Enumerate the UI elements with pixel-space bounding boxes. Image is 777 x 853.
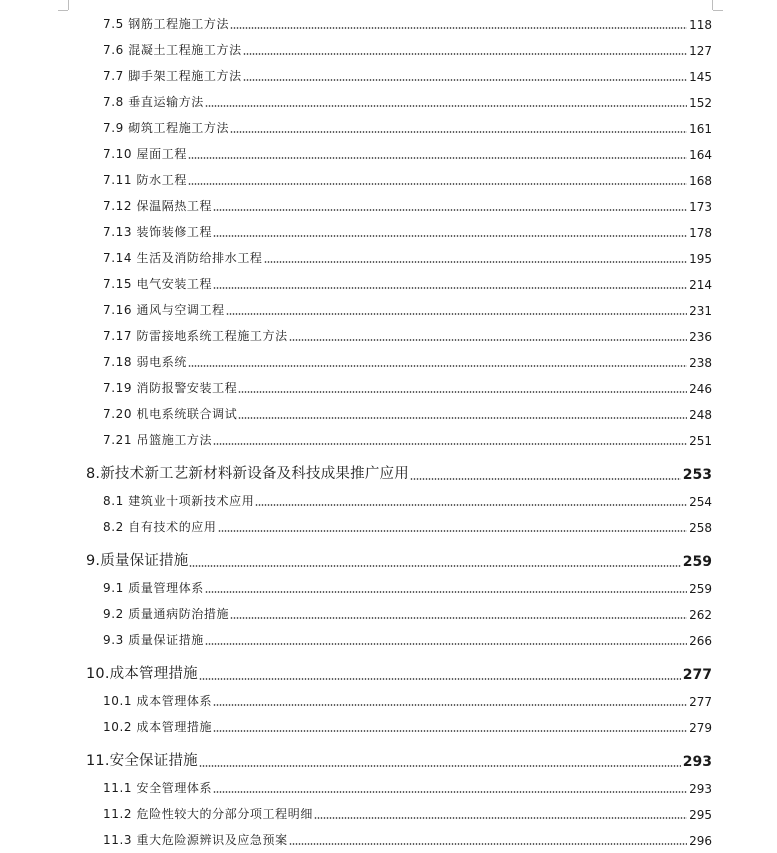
toc-entry-page-number: 231	[689, 304, 712, 318]
dot-leader	[289, 339, 687, 341]
dot-leader	[213, 209, 687, 211]
toc-section-entry[interactable]	[103, 824, 712, 850]
dot-leader	[314, 817, 687, 819]
toc-entry-page-number: 127	[689, 44, 712, 58]
toc-entry-page-number: 238	[689, 356, 712, 370]
dot-leader	[188, 365, 687, 367]
toc-entry-page-number: 258	[689, 521, 712, 535]
toc-entry-page-number: 248	[689, 408, 712, 422]
toc-entry-page-number: 293	[689, 782, 712, 796]
dot-leader	[230, 617, 687, 619]
toc-entry-title: 7.17 防雷接地系统工程施工方法	[103, 329, 288, 343]
toc-entry-title: 9.质量保证措施	[86, 553, 189, 569]
toc-section-entry[interactable]	[103, 8, 712, 34]
toc-entry-page-number: 277	[689, 695, 712, 709]
toc-entry-title: 11.3 重大危险源辨识及应急预案	[103, 833, 288, 847]
dot-leader	[188, 157, 687, 159]
toc-entry-page-number: 195	[689, 252, 712, 266]
toc-section-entry[interactable]	[103, 511, 712, 537]
toc-entry-page-number: 277	[682, 667, 712, 683]
toc-entry-title: 11.安全保证措施	[86, 753, 198, 769]
toc-entry-title: 8.新技术新工艺新材料新设备及科技成果推广应用	[86, 466, 409, 482]
dot-leader	[243, 53, 687, 55]
toc-section-entry[interactable]	[103, 398, 712, 424]
dot-leader	[226, 313, 687, 315]
dot-leader	[243, 79, 687, 81]
toc-section-entry[interactable]	[103, 86, 712, 112]
toc-entry-page-number: 178	[689, 226, 712, 240]
toc-entry-title: 7.19 消防报警安装工程	[103, 381, 238, 395]
toc-entry-title: 7.20 机电系统联合调试	[103, 407, 238, 421]
toc-entry-title: 8.2 自有技术的应用	[103, 520, 217, 534]
toc-entry-title: 7.21 吊篮施工方法	[103, 433, 213, 447]
toc-entry-title: 10.1 成本管理体系	[103, 694, 213, 708]
toc-entry-title: 7.12 保温隔热工程	[103, 199, 213, 213]
dot-leader	[213, 791, 687, 793]
dot-leader	[213, 730, 687, 732]
toc-entry-title: 7.7 脚手架工程施工方法	[103, 69, 242, 83]
table-of-contents	[0, 8, 777, 850]
toc-entry-title: 7.18 弱电系统	[103, 355, 187, 369]
dot-leader	[199, 678, 681, 680]
toc-entry-title: 7.16 通风与空调工程	[103, 303, 225, 317]
toc-section-entry[interactable]	[103, 268, 712, 294]
toc-entry-page-number: 173	[689, 200, 712, 214]
toc-section-entry[interactable]	[103, 216, 712, 242]
toc-section-entry[interactable]	[103, 372, 712, 398]
toc-entry-page-number: 259	[682, 554, 712, 570]
toc-entry-page-number: 168	[689, 174, 712, 188]
toc-entry-title: 9.2 质量通病防治措施	[103, 607, 230, 621]
dot-leader	[255, 504, 687, 506]
toc-section-entry[interactable]	[103, 164, 712, 190]
toc-chapter-entry[interactable]	[86, 543, 712, 572]
dot-leader	[230, 131, 687, 133]
dot-leader	[213, 235, 687, 237]
toc-entry-title: 10.2 成本管理措施	[103, 720, 213, 734]
toc-entry-title: 8.1 建筑业十项新技术应用	[103, 494, 255, 508]
dot-leader	[205, 591, 687, 593]
toc-chapter-entry[interactable]	[86, 456, 712, 485]
toc-entry-title: 7.14 生活及消防给排水工程	[103, 251, 263, 265]
toc-entry-page-number: 259	[689, 582, 712, 596]
toc-section-entry[interactable]	[103, 485, 712, 511]
toc-entry-title: 7.10 屋面工程	[103, 147, 187, 161]
toc-entry-title: 7.9 砌筑工程施工方法	[103, 121, 230, 135]
dot-leader	[213, 443, 687, 445]
toc-entry-title: 7.6 混凝土工程施工方法	[103, 43, 242, 57]
toc-section-entry[interactable]	[103, 320, 712, 346]
dot-leader	[213, 287, 687, 289]
toc-section-entry[interactable]	[103, 60, 712, 86]
toc-section-entry[interactable]	[103, 424, 712, 450]
toc-section-entry[interactable]	[103, 346, 712, 372]
toc-section-entry[interactable]	[103, 624, 712, 650]
dot-leader	[218, 530, 688, 532]
dot-leader	[289, 843, 687, 845]
toc-entry-page-number: 236	[689, 330, 712, 344]
toc-entry-title: 7.5 钢筋工程施工方法	[103, 17, 230, 31]
toc-entry-page-number: 214	[689, 278, 712, 292]
toc-entry-title: 7.11 防水工程	[103, 173, 187, 187]
dot-leader	[205, 105, 687, 107]
toc-section-entry[interactable]	[103, 112, 712, 138]
dot-leader	[199, 765, 681, 767]
toc-section-entry[interactable]	[103, 34, 712, 60]
toc-chapter-entry[interactable]	[86, 656, 712, 685]
toc-section-entry[interactable]	[103, 190, 712, 216]
toc-entry-title: 10.成本管理措施	[86, 666, 198, 682]
toc-entry-page-number: 164	[689, 148, 712, 162]
dot-leader	[189, 565, 680, 567]
dot-leader	[188, 183, 687, 185]
toc-entry-page-number: 253	[682, 467, 712, 483]
toc-section-entry[interactable]	[103, 138, 712, 164]
toc-section-entry[interactable]	[103, 242, 712, 268]
toc-entry-page-number: 118	[689, 18, 712, 32]
dot-leader	[230, 27, 687, 29]
toc-entry-page-number: 293	[682, 754, 712, 770]
dot-leader	[238, 391, 687, 393]
toc-entry-page-number: 161	[689, 122, 712, 136]
dot-leader	[264, 261, 688, 263]
toc-entry-title: 7.8 垂直运输方法	[103, 95, 204, 109]
toc-entry-title: 7.13 装饰装修工程	[103, 225, 213, 239]
toc-entry-page-number: 145	[689, 70, 712, 84]
toc-section-entry[interactable]	[103, 711, 712, 737]
toc-entry-page-number: 246	[689, 382, 712, 396]
toc-entry-page-number: 266	[689, 634, 712, 648]
toc-entry-title: 7.15 电气安装工程	[103, 277, 213, 291]
toc-entry-page-number: 152	[689, 96, 712, 110]
toc-section-entry[interactable]	[103, 294, 712, 320]
toc-section-entry[interactable]	[103, 685, 712, 711]
toc-entry-page-number: 262	[689, 608, 712, 622]
toc-entry-title: 9.3 质量保证措施	[103, 633, 204, 647]
toc-entry-title: 9.1 质量管理体系	[103, 581, 204, 595]
dot-leader	[213, 704, 687, 706]
toc-entry-page-number: 295	[689, 808, 712, 822]
dot-leader	[410, 478, 681, 480]
toc-entry-page-number: 296	[689, 834, 712, 848]
toc-section-entry[interactable]	[103, 572, 712, 598]
toc-entry-page-number: 254	[689, 495, 712, 509]
toc-entry-page-number: 279	[689, 721, 712, 735]
toc-section-entry[interactable]	[103, 798, 712, 824]
toc-entry-title: 11.1 安全管理体系	[103, 781, 213, 795]
toc-entry-page-number: 251	[689, 434, 712, 448]
toc-section-entry[interactable]	[103, 772, 712, 798]
toc-entry-title: 11.2 危险性较大的分部分项工程明细	[103, 807, 313, 821]
dot-leader	[238, 417, 687, 419]
toc-chapter-entry[interactable]	[86, 743, 712, 772]
toc-section-entry[interactable]	[103, 598, 712, 624]
dot-leader	[205, 643, 687, 645]
